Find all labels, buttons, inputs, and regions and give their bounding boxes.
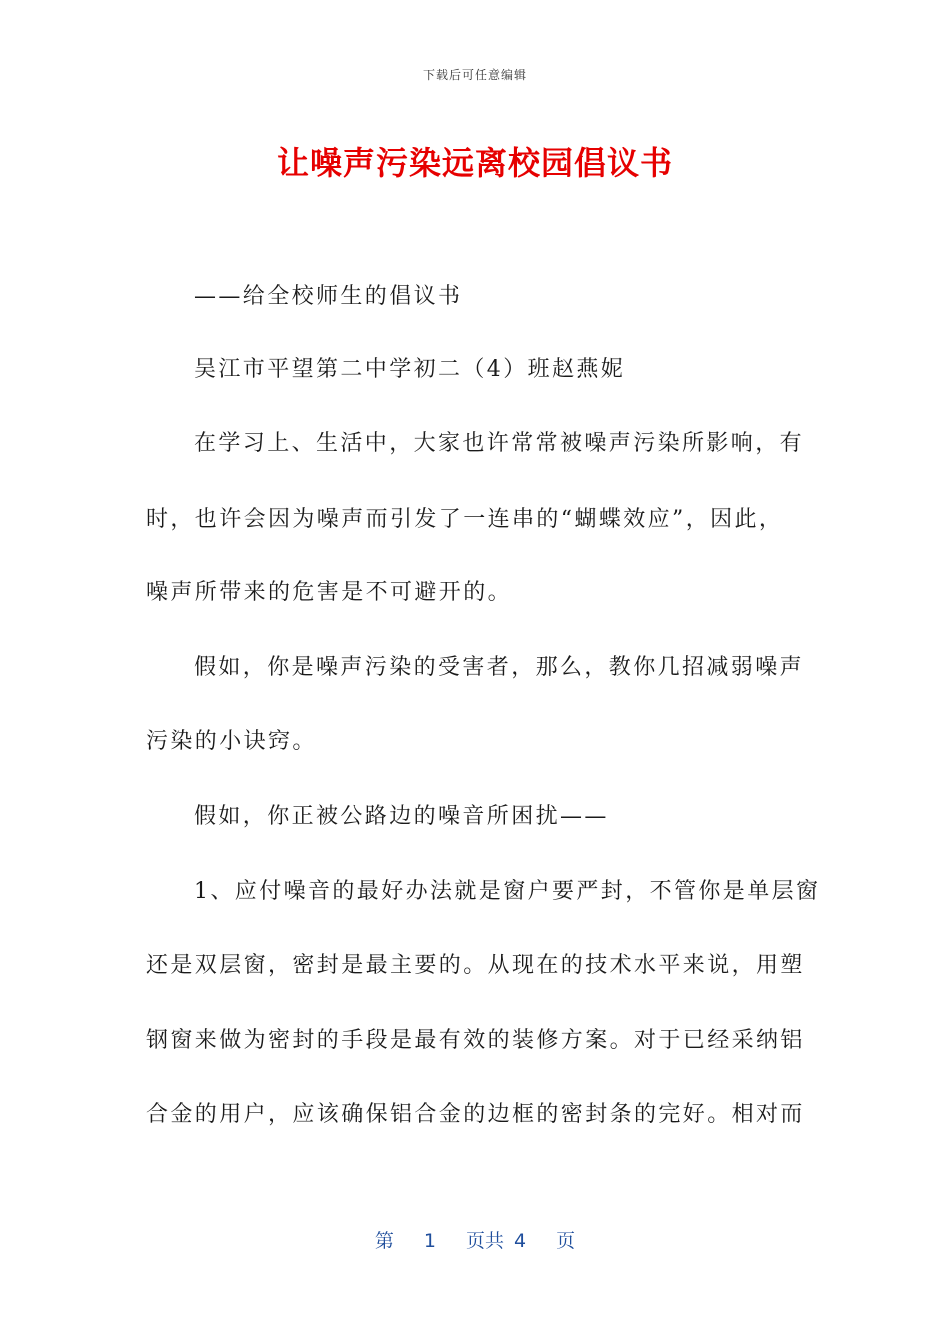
paragraph-line: 在学习上、生活中，大家也许常常被噪声污染所影响，有 xyxy=(194,431,805,456)
page-total: 4 xyxy=(514,1230,527,1252)
document-title: 让噪声污染远离校园倡议书 xyxy=(276,144,673,182)
page-footer xyxy=(0,1226,950,1253)
paragraph-line: 合金的用户，应该确保铝合金的边框的密封条的完好。相对而 xyxy=(146,1102,805,1127)
paragraph-line: 时，也许会因为噪声而引发了一连串的“蝴蝶效应”，因此， xyxy=(146,507,784,532)
paragraph-line: 钢窗来做为密封的手段是最有效的装修方案。对于已经采纳铝 xyxy=(146,1028,805,1053)
paragraph-line: 假如，你是噪声污染的受害者，那么，教你几招减弱噪声 xyxy=(194,655,805,680)
paragraph-line: 1、应付噪音的最好办法就是窗户要严封，不管你是单层窗 xyxy=(194,879,821,904)
author-line: 吴江市平望第二中学初二（4）班赵燕妮 xyxy=(194,357,626,382)
page-label-prefix: 第 xyxy=(374,1230,394,1252)
header-note: 下载后可任意编辑 xyxy=(422,68,527,82)
paragraph-line: 还是双层窗，密封是最主要的。从现在的技术水平来说，用塑 xyxy=(146,953,805,978)
subtitle-line: ——给全校师生的倡议书 xyxy=(194,284,463,309)
page-label-suffix: 页 xyxy=(556,1230,576,1252)
paragraph-line: 噪声所带来的危害是不可避开的。 xyxy=(146,580,513,605)
paragraph-line: 假如，你正被公路边的噪音所困扰—— xyxy=(194,804,609,829)
page-label-mid: 页共 xyxy=(465,1230,504,1252)
page-number: 1 xyxy=(423,1230,436,1252)
paragraph-line: 污染的小诀窍。 xyxy=(146,729,317,754)
